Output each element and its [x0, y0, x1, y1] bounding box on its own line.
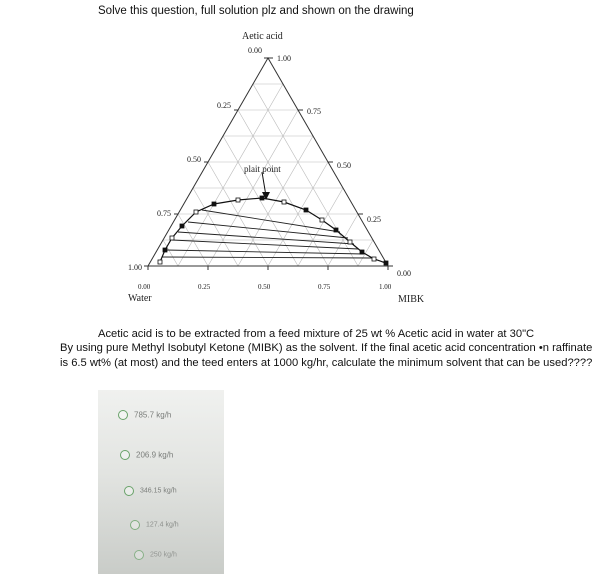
tie-line	[172, 240, 358, 249]
bottom-tick: 0.50	[258, 283, 271, 291]
curve-marker	[304, 208, 308, 212]
curve-marker	[282, 200, 286, 204]
curve-marker	[384, 261, 388, 265]
left-tick: 0.00	[248, 46, 262, 55]
left-tick: 1.00	[128, 263, 142, 272]
tie-line	[202, 210, 340, 232]
radio-icon[interactable]	[118, 410, 128, 420]
question-title: Solve this question, full solution plz and shown on the drawing	[98, 5, 414, 17]
tie-line	[178, 232, 354, 244]
bottom-tick: 1.00	[379, 283, 392, 291]
radio-icon[interactable]	[120, 450, 130, 460]
answer-option[interactable]: 206.9 kg/h	[120, 450, 173, 460]
answer-option[interactable]: 127.4 kg/h	[130, 520, 179, 530]
curve-marker	[163, 248, 167, 252]
curve-marker	[194, 210, 198, 214]
curve-marker	[212, 202, 216, 206]
right-tick: 1.00	[277, 54, 291, 63]
problem-line-2: By using pure Methyl Isobutyl Ketone (MIBK) as the solvent. If the final acetic acid concentration •n raffinate is 6.5 wt% (at most) and the teed enters at 1000 kg/hr, calculate the minimum solvent that can be used????	[60, 342, 593, 369]
left-tick: 0.50	[187, 155, 201, 164]
right-tick: 0.00	[397, 269, 411, 278]
right-tick: 0.75	[307, 107, 321, 116]
bottom-tick: 0.75	[318, 283, 331, 291]
answer-options-photo	[98, 390, 224, 574]
grid-line	[163, 240, 178, 266]
left-tick: 0.75	[157, 209, 171, 218]
grid-line	[178, 84, 283, 266]
answer-option[interactable]: 346.15 kg/h	[124, 486, 177, 496]
tie-line	[166, 250, 364, 254]
curve-marker	[372, 257, 376, 261]
curve-marker	[260, 196, 264, 200]
left-vertex-label: Water	[128, 293, 152, 304]
bottom-tick: 0.25	[198, 283, 211, 291]
right-tick: 0.50	[337, 161, 351, 170]
right-vertex-label: MIBK	[398, 294, 425, 305]
plait-point-label: plait point	[244, 164, 281, 174]
grid-line	[253, 84, 358, 266]
radio-icon[interactable]	[134, 550, 144, 560]
curve-marker	[320, 218, 324, 222]
bottom-tick: 0.00	[138, 283, 151, 291]
curve-marker	[236, 198, 240, 202]
curve-marker	[348, 240, 352, 244]
radio-icon[interactable]	[124, 486, 134, 496]
answer-option[interactable]: 785.7 kg/h	[118, 410, 171, 420]
curve-marker	[180, 224, 184, 228]
right-tick: 0.25	[367, 215, 381, 224]
answer-option[interactable]: 250 kg/h	[134, 550, 177, 560]
top-vertex-label: Aetic acid	[242, 31, 283, 42]
left-tick: 0.25	[217, 101, 231, 110]
tie-line	[188, 222, 348, 238]
radio-icon[interactable]	[130, 520, 140, 530]
grid-line	[298, 188, 343, 266]
tie-line	[162, 257, 372, 258]
grid-line	[193, 188, 238, 266]
problem-line-1: Acetic acid is to be extracted from a feed mixture of 25 wt % Acetic acid in water at 30"C	[98, 328, 535, 340]
curve-marker	[158, 260, 162, 264]
triangle-grid	[163, 84, 373, 266]
curve-marker	[334, 228, 338, 232]
curve-marker	[360, 250, 364, 254]
curve-marker	[170, 236, 174, 240]
